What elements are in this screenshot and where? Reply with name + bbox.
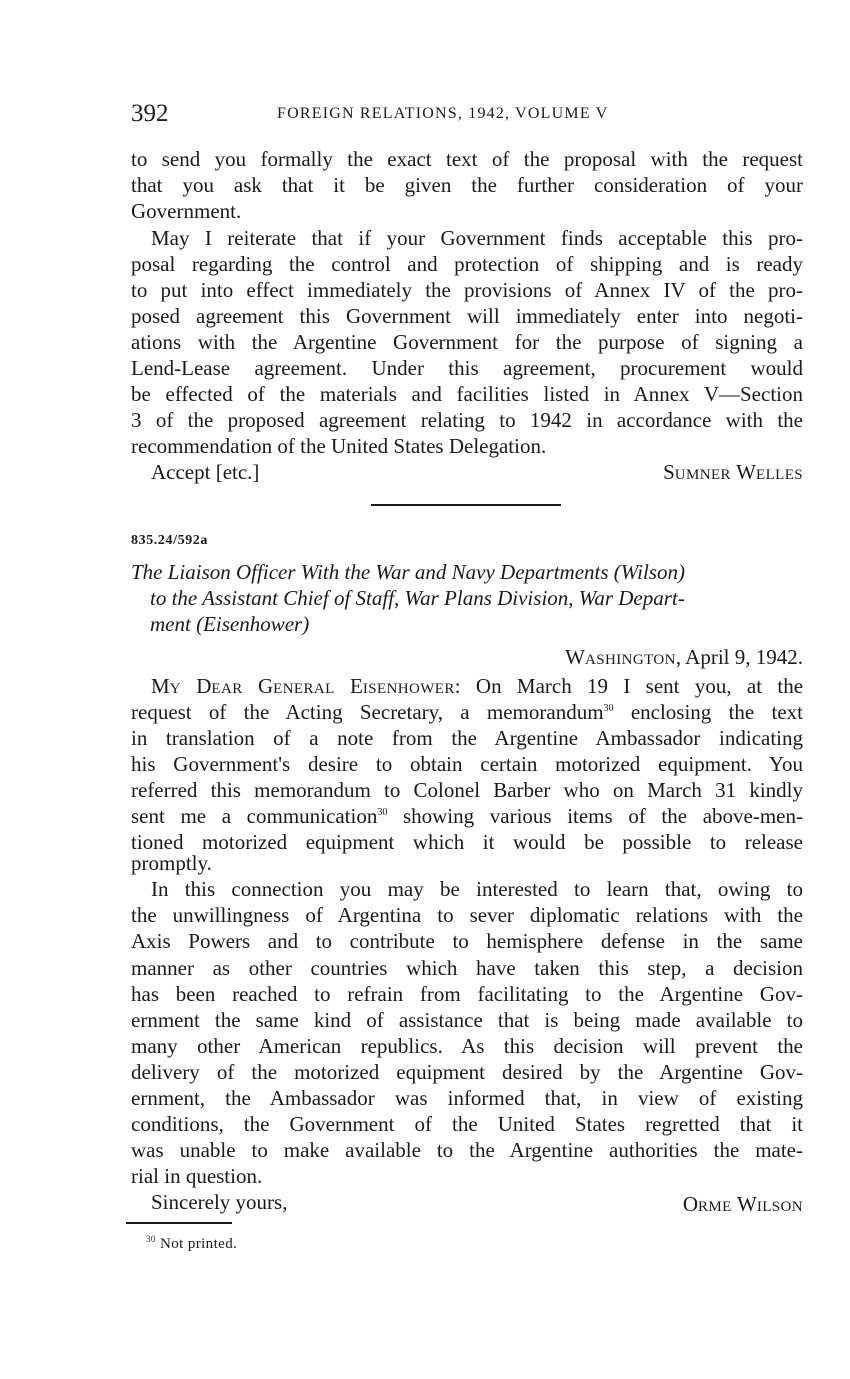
text-line: posal regarding the control and protection of shipping and is ready <box>131 252 803 276</box>
text-line: be effected of the materials and facilities listed in Annex V—Section <box>131 382 803 406</box>
salutation-line: MY DEAR GENERAL EISENHOWER: On March 19 I sent you, at the <box>151 674 804 698</box>
text-line: conditions, the Government of the United States regretted that it <box>131 1112 803 1136</box>
text-line: Axis Powers and to contribute to hemisphere defense in the same <box>131 929 803 953</box>
text-line: the unwillingness of Argentina to sever diplomatic relations with the <box>131 903 803 927</box>
text-line: many other American republics. As this decision will prevent the <box>131 1034 803 1058</box>
footnote-ref: 30 <box>603 703 614 714</box>
text-line: 3 of the proposed agreement relating to 1942 in accordance with the <box>131 408 803 432</box>
text-line: recommendation of the United States Delegation. <box>131 434 547 458</box>
signature: ORME WILSON <box>682 1192 803 1216</box>
footnote-text: Not printed. <box>159 1236 238 1252</box>
page-number: 392 <box>131 100 169 127</box>
closing: Sincerely yours, <box>151 1190 288 1214</box>
text-line: tioned motorized equipment which it would be possible to release <box>131 830 803 854</box>
text-line: in translation of a note from the Argentine Ambassador indicating <box>131 726 803 750</box>
title-line-2: to the Assistant Chief of Staff, War Plans Division, War Depart- <box>150 586 685 610</box>
running-head: FOREIGN RELATIONS, 1942, VOLUME V <box>277 105 609 122</box>
text-line: his Government's desire to obtain certain motorized equipment. You <box>131 752 803 776</box>
signature: SUMNER WELLES <box>663 460 803 484</box>
dateline: WASHINGTON, April 9, 1942. <box>565 645 803 669</box>
text-line: request of the Acting Secretary, a memorandum$^{30}$ enclosing the text <box>131 700 803 724</box>
title-line-3: ment (Eisenhower) <box>150 612 310 636</box>
text-line: rial in question. <box>131 1164 263 1188</box>
text-line: referred this memorandum to Colonel Barber who on March 31 kindly <box>131 778 803 802</box>
footnote-marker: 30 <box>146 1234 156 1244</box>
text-line: In this connection you may be interested to learn that, owing to <box>151 877 803 901</box>
title-line-1: The Liaison Officer With the War and Navy Departments (Wilson) <box>131 560 685 584</box>
text-line: ations with the Argentine Government for the purpose of signing a <box>131 330 803 354</box>
footnote-rule <box>126 1222 232 1224</box>
file-number: 835.24/592a <box>131 533 208 548</box>
footnote <box>146 1234 237 1254</box>
section-divider <box>371 504 561 506</box>
text-line: Government. <box>131 199 242 223</box>
text-line: manner as other countries which have taken this step, a decision <box>131 956 803 980</box>
text-line: to send you formally the exact text of the proposal with the request <box>131 147 803 171</box>
footnote-ref: 30 <box>377 807 388 818</box>
text-line: to put into effect immediately the provisions of Annex IV of the pro- <box>131 278 803 302</box>
text-line: ernment, the Ambassador was informed that, in view of existing <box>131 1086 803 1110</box>
text-line: promptly. <box>131 851 212 875</box>
text-line: that you ask that it be given the further consideration of your <box>131 173 803 197</box>
text-line: posed agreement this Government will immediately enter into negoti- <box>131 304 803 328</box>
closing: Accept [etc.] <box>151 460 260 484</box>
text-line: ernment the same kind of assistance that is being made available to <box>131 1008 803 1032</box>
text-line: Lend-Lease agreement. Under this agreement, procurement would <box>131 356 803 380</box>
page-header <box>131 98 803 132</box>
text-line: sent me a communication$^{30}$ showing various items of the above-men- <box>131 804 803 828</box>
text-line: May I reiterate that if your Government finds acceptable this pro- <box>151 226 803 250</box>
text-line: was unable to make available to the Argentine authorities the mate- <box>131 1138 803 1162</box>
text-line: has been reached to refrain from facilitating to the Argentine Gov- <box>131 982 803 1006</box>
text-line: delivery of the motorized equipment desired by the Argentine Gov- <box>131 1060 803 1084</box>
